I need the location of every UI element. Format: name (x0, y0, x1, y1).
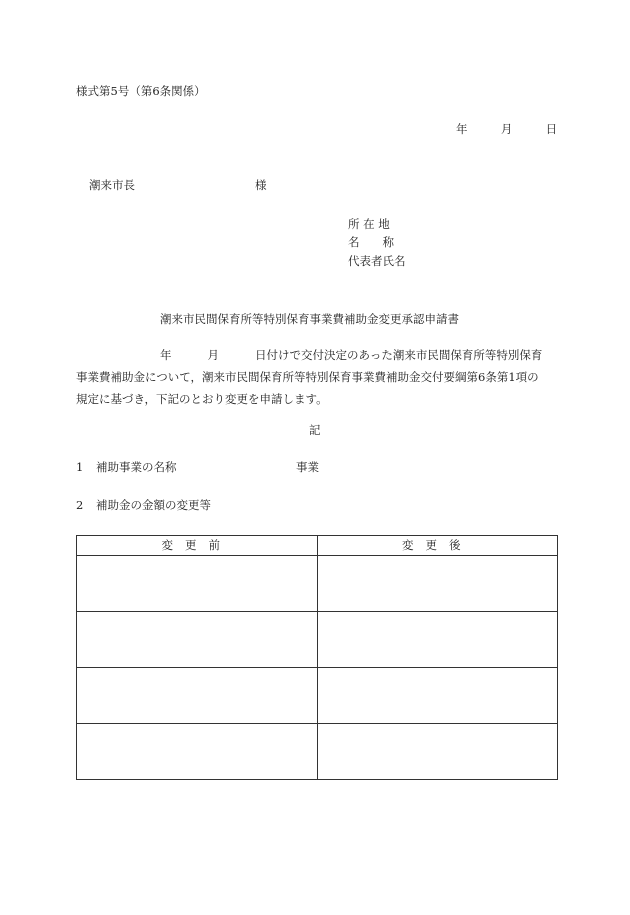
item-1-label: 補助事業の名称 (96, 460, 177, 474)
date-month-label: 月 (500, 122, 513, 136)
body-month-label: 月 (207, 348, 219, 362)
body-year-label: 年 (160, 348, 172, 362)
item-1-number: 1 (76, 460, 84, 474)
change-table (76, 535, 558, 780)
date-year-label: 年 (456, 122, 468, 136)
document-title: 潮来市民間保育所等特別保育事業費補助金変更承認申請書 (160, 312, 459, 326)
applicant-name-label: 名 称 (348, 235, 394, 249)
table-row (77, 724, 558, 780)
body-line-3: 規定に基づき，下記のとおり変更を申請します。 (76, 392, 328, 406)
date-day-label: 日 (545, 122, 558, 136)
table-cell-after (317, 556, 558, 612)
addressee-name: 潮来市長 (89, 178, 135, 192)
body-line-2: 事業費補助金について，潮来市民間保育所等特別保育事業費補助金交付要綱第6条第1項の (76, 370, 539, 384)
header-before-change: 変更前 (77, 536, 318, 556)
ki-label: 記 (309, 423, 321, 437)
table-row (77, 668, 558, 724)
body-line-1 (76, 344, 558, 366)
table-header-row (77, 536, 558, 556)
form-number: 様式第5号（第6条関係） (76, 84, 206, 98)
item-1-value: 事業 (296, 460, 319, 474)
table-row (77, 556, 558, 612)
date-line (456, 124, 557, 136)
item-2-number: 2 (76, 498, 84, 512)
body-line-1-text: 日付けで交付決定のあった潮来市民間保育所等特別保育 (255, 348, 543, 362)
table-cell-after (317, 724, 558, 780)
table-cell-before (77, 556, 318, 612)
table-cell-after (317, 668, 558, 724)
addressee-honorific: 様 (255, 178, 267, 192)
body-paragraph (76, 344, 558, 410)
applicant-representative-label: 代表者氏名 (348, 254, 406, 268)
table-row (77, 612, 558, 668)
applicant-address-label: 所 在 地 (348, 217, 390, 231)
table-cell-before (77, 612, 318, 668)
table-cell-before (77, 668, 318, 724)
table-cell-after (317, 612, 558, 668)
item-2-label: 補助金の金額の変更等 (96, 498, 211, 512)
header-after-change: 変更後 (317, 536, 558, 556)
table-cell-before (77, 724, 318, 780)
